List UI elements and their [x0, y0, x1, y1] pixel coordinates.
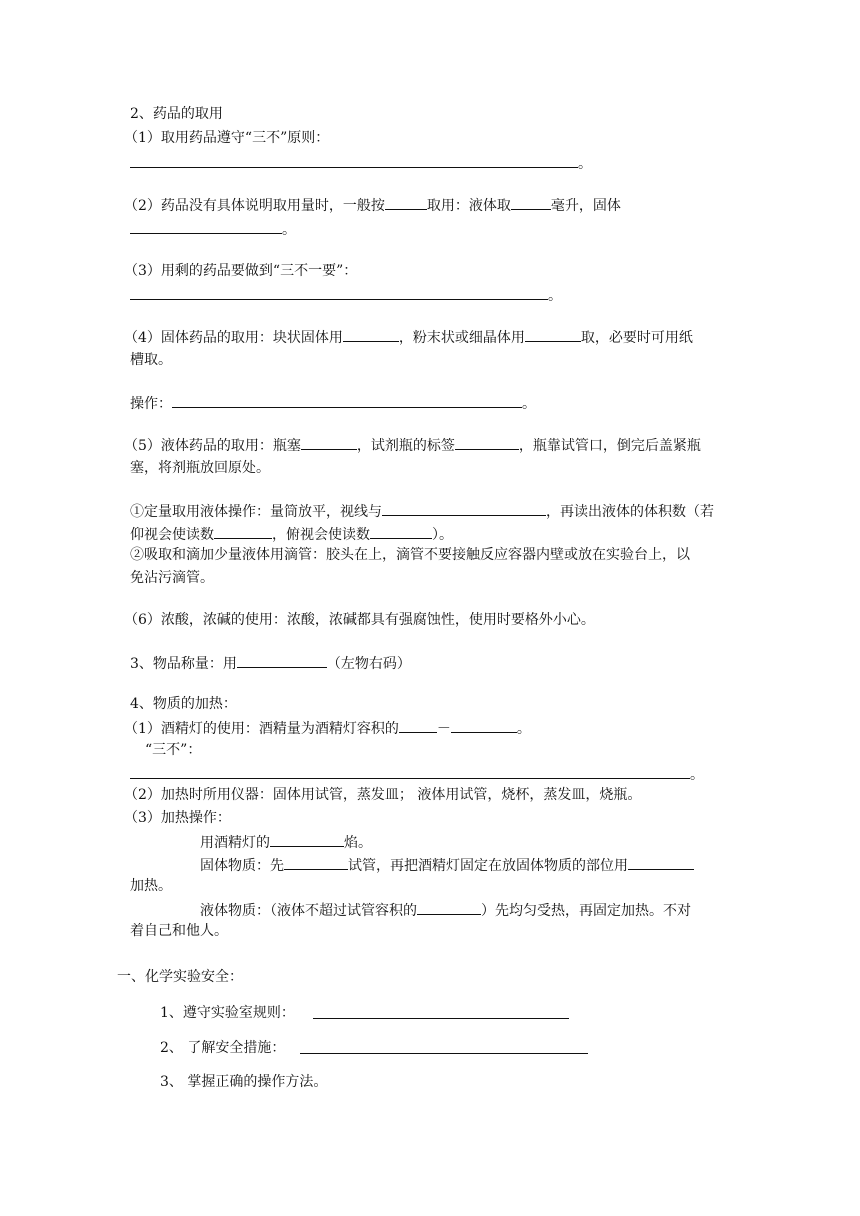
liquid-measure-line-1: ①定量取用液体操作：量筒放平，视线与 ，再读出液体的体积数（若 — [130, 501, 714, 521]
answer-blank[interactable] — [130, 153, 578, 168]
answer-blank[interactable] — [284, 855, 348, 870]
rule-2-answer-line: 。 — [130, 219, 296, 239]
rule-5-line: （5）液体药品的取用：瓶塞 ，试剂瓶的标签 ，瓶靠试管口，倒完后盖紧瓶 — [124, 435, 701, 455]
dropper-line-2: 免沾污滴管。 — [130, 570, 214, 586]
sanbu-answer-line: 。 — [130, 764, 704, 784]
flame-line: 用酒精灯的 焰。 — [200, 832, 372, 852]
answer-blank[interactable] — [385, 195, 427, 210]
answer-blank[interactable] — [130, 285, 548, 300]
sanbu-label: “三不”： — [145, 742, 202, 758]
answer-blank[interactable] — [130, 764, 690, 779]
safety-title: 一、化学实验安全： — [117, 969, 243, 985]
rule-4-line: （4）固体药品的取用：块状固体用 ，粉末状或细晶体用 取，必要时可用纸 — [124, 327, 693, 347]
solid-heating-line: 固体物质：先 试管，再把酒精灯固定在放固体物质的部位用 — [200, 855, 694, 875]
dropper-line-1: ②吸取和滴加少量液体用滴管：胶头在上，滴管不要接触反应容器内壁或放在实验台上，以 — [130, 547, 690, 563]
safety-item-3: 3、 掌握正确的操作方法。 — [160, 1074, 328, 1090]
answer-blank[interactable] — [343, 327, 399, 342]
answer-blank[interactable] — [399, 718, 437, 733]
answer-blank[interactable] — [417, 900, 481, 915]
liquid-heating-line: 液体物质：（液体不超过试管容积的 ）先均匀受热，再固定加热。不对 — [200, 900, 691, 920]
answer-blank[interactable] — [130, 219, 282, 234]
safety-rules-blank[interactable] — [313, 1004, 569, 1019]
rule-2-line: （2）药品没有具体说明取用量时，一般按 取用：液体取 毫升，固体 — [124, 195, 621, 215]
operation-line: 操作： 。 — [130, 393, 536, 413]
answer-blank[interactable] — [455, 435, 519, 450]
answer-blank[interactable] — [382, 501, 546, 516]
answer-blank[interactable] — [511, 195, 551, 210]
answer-blank[interactable] — [214, 524, 272, 539]
rule-5-continuation: 塞，将剂瓶放回原处。 — [130, 460, 270, 476]
liquid-measure-line-2: 仰视会使读数 ，俯视会使读数 ）。 — [130, 524, 453, 544]
safety-measures-blank[interactable] — [300, 1039, 588, 1054]
liquid-heating-continuation: 着自己和他人。 — [130, 923, 228, 939]
rule-3-answer-line: 。 — [130, 285, 562, 305]
heating-operation-title: （3）加热操作： — [124, 810, 231, 826]
answer-blank[interactable] — [270, 832, 344, 847]
weighing-line: 3、物品称量：用 （左物右码） — [130, 653, 411, 673]
answer-blank[interactable] — [370, 524, 432, 539]
rule-1-label: （1）取用药品遵守“三不”原则： — [124, 130, 330, 146]
rule-1-answer-line: 。 — [130, 153, 592, 173]
answer-blank[interactable] — [628, 855, 694, 870]
lamp-usage-line: （1）酒精灯的使用：酒精量为酒精灯容积的 － 。 — [124, 718, 531, 738]
section-4-title: 4、物质的加热： — [130, 696, 237, 712]
solid-heating-continuation: 加热。 — [130, 878, 172, 894]
rule-4-continuation: 槽取。 — [130, 352, 172, 368]
rule-3-label: （3）用剩的药品要做到“三不一要”： — [124, 263, 358, 279]
section-2-title: 2、药品的取用 — [130, 106, 223, 122]
heating-instruments-line: （2）加热时所用仪器：固体用试管，蒸发皿； 液体用试管，烧杯，蒸发皿，烧瓶。 — [124, 787, 642, 803]
safety-item-2: 2、 了解安全措施： — [160, 1040, 286, 1056]
answer-blank[interactable] — [301, 435, 357, 450]
answer-blank[interactable] — [525, 327, 581, 342]
answer-blank[interactable] — [172, 393, 522, 408]
answer-blank[interactable] — [237, 653, 327, 668]
answer-blank[interactable] — [451, 718, 517, 733]
safety-item-1: 1、遵守实验室规则： — [160, 1005, 295, 1021]
rule-6-line: （6）浓酸，浓碱的使用：浓酸，浓碱都具有强腐蚀性，使用时要格外小心。 — [124, 612, 595, 628]
